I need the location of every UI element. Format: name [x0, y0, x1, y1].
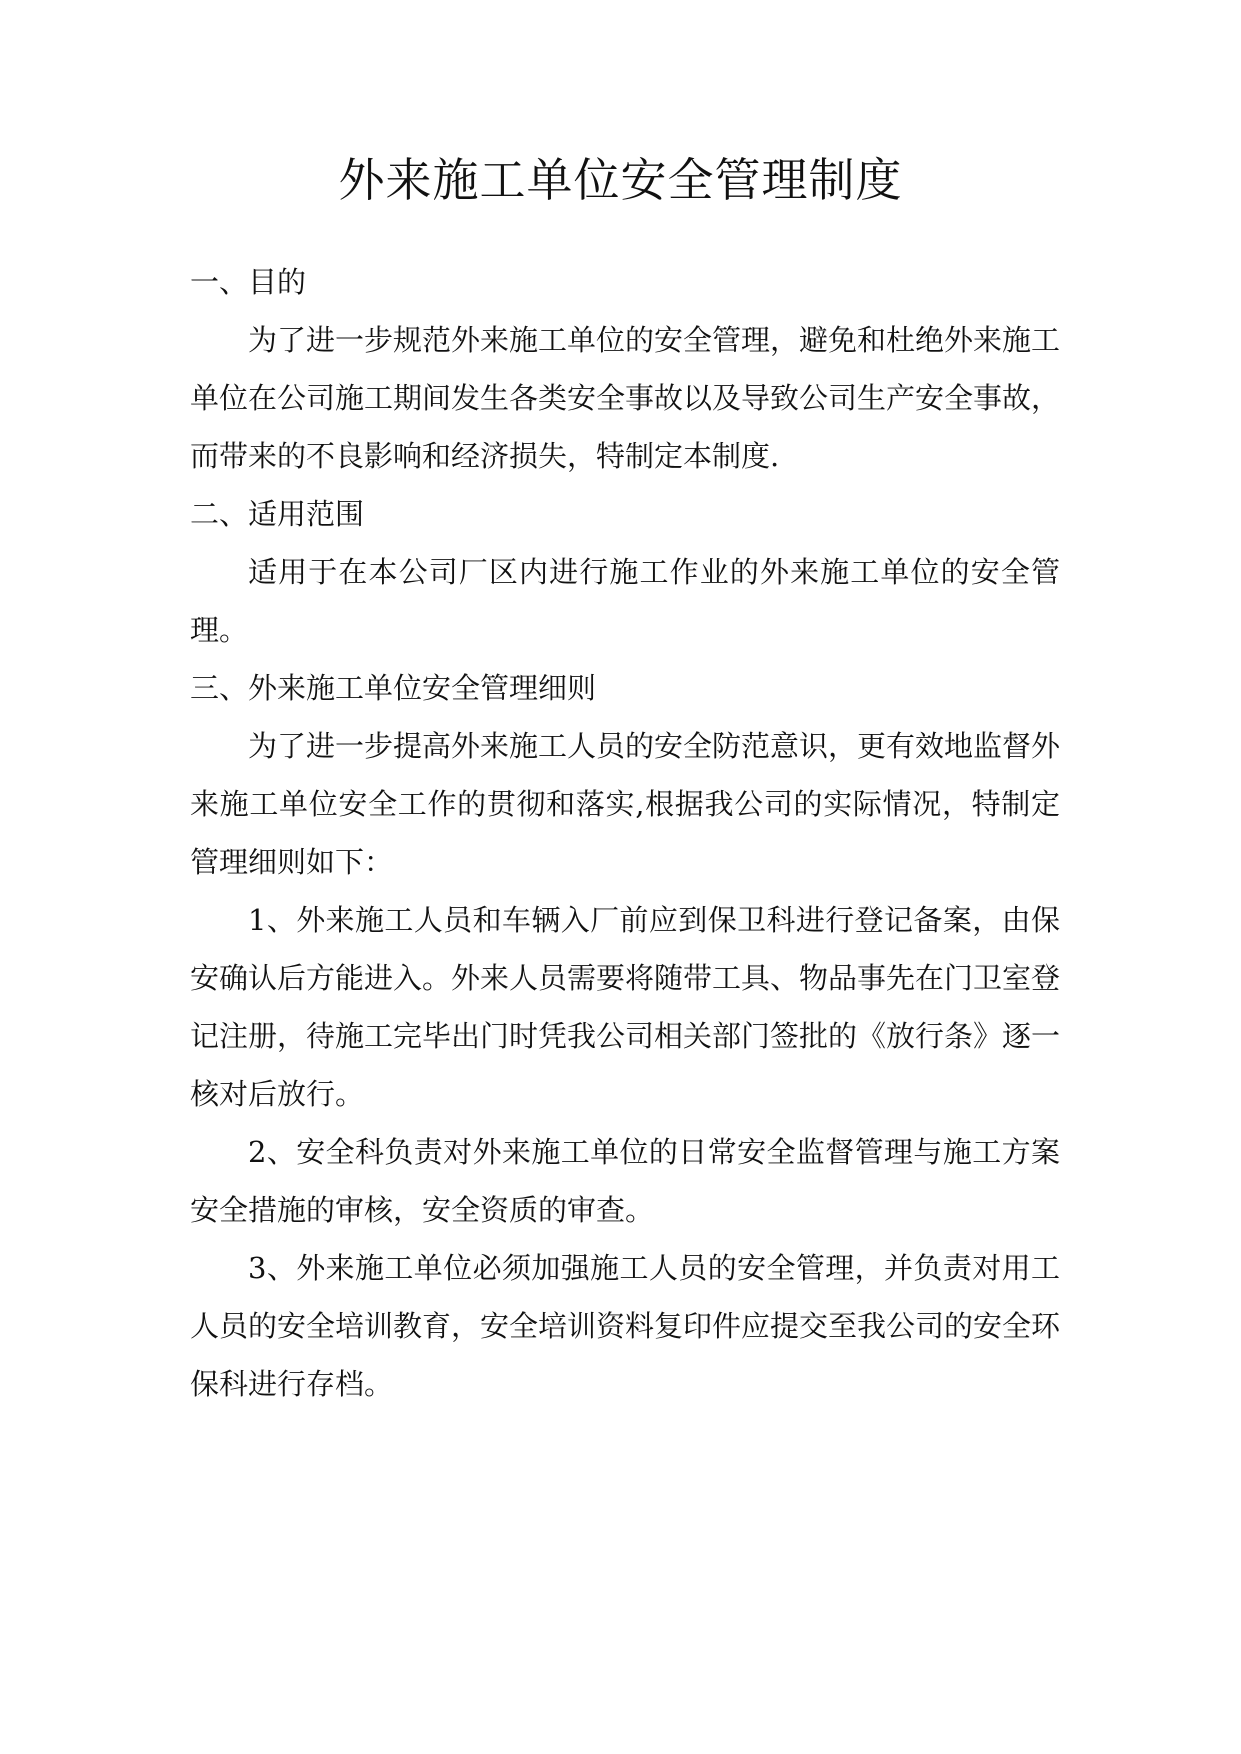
section-heading-rules: 三、外来施工单位安全管理细则	[190, 671, 597, 705]
paragraph-line: 单位在公司施工期间发生各类安全事故以及导致公司生产安全事故，	[190, 381, 1061, 415]
list-item-line: 2、安全科负责对外来施工单位的日常安全监督管理与施工方案	[248, 1135, 1060, 1169]
list-item-line: 安确认后方能进入。外来人员需要将随带工具、物品事先在门卫室登	[190, 961, 1061, 995]
paragraph-line: 适用于在本公司厂区内进行施工作业的外来施工单位的安全管	[248, 555, 1060, 589]
list-item-line: 核对后放行。	[190, 1077, 365, 1111]
paragraph-line: 为了进一步提高外来施工人员的安全防范意识，更有效地监督外	[248, 729, 1061, 763]
list-item-line: 3、外来施工单位必须加强施工人员的安全管理，并负责对用工	[248, 1251, 1060, 1285]
paragraph-line: 为了进一步规范外来施工单位的安全管理，避免和杜绝外来施工	[248, 323, 1061, 357]
list-item-line: 记注册，待施工完毕出门时凭我公司相关部门签批的《放行条》逐一	[190, 1019, 1061, 1053]
list-item-line: 保科进行存档。	[190, 1367, 394, 1401]
list-item-line: 1、外来施工人员和车辆入厂前应到保卫科进行登记备案，由保	[248, 903, 1060, 937]
paragraph-line: 来施工单位安全工作的贯彻和落实,根据我公司的实际情况，特制定	[190, 787, 1060, 821]
list-item-line: 人员的安全培训教育，安全培训资料复印件应提交至我公司的安全环	[190, 1309, 1061, 1343]
paragraph-line: 理。	[190, 613, 249, 647]
list-item-line: 安全措施的审核，安全资质的审查。	[190, 1193, 655, 1227]
document-title: 外来施工单位安全管理制度	[338, 153, 903, 207]
section-heading-purpose: 一、目的	[190, 265, 307, 299]
section-heading-scope: 二、适用范围	[190, 497, 365, 531]
paragraph-line: 而带来的不良影响和经济损失，特制定本制度.	[190, 439, 780, 473]
paragraph-line: 管理细则如下：	[190, 845, 394, 879]
